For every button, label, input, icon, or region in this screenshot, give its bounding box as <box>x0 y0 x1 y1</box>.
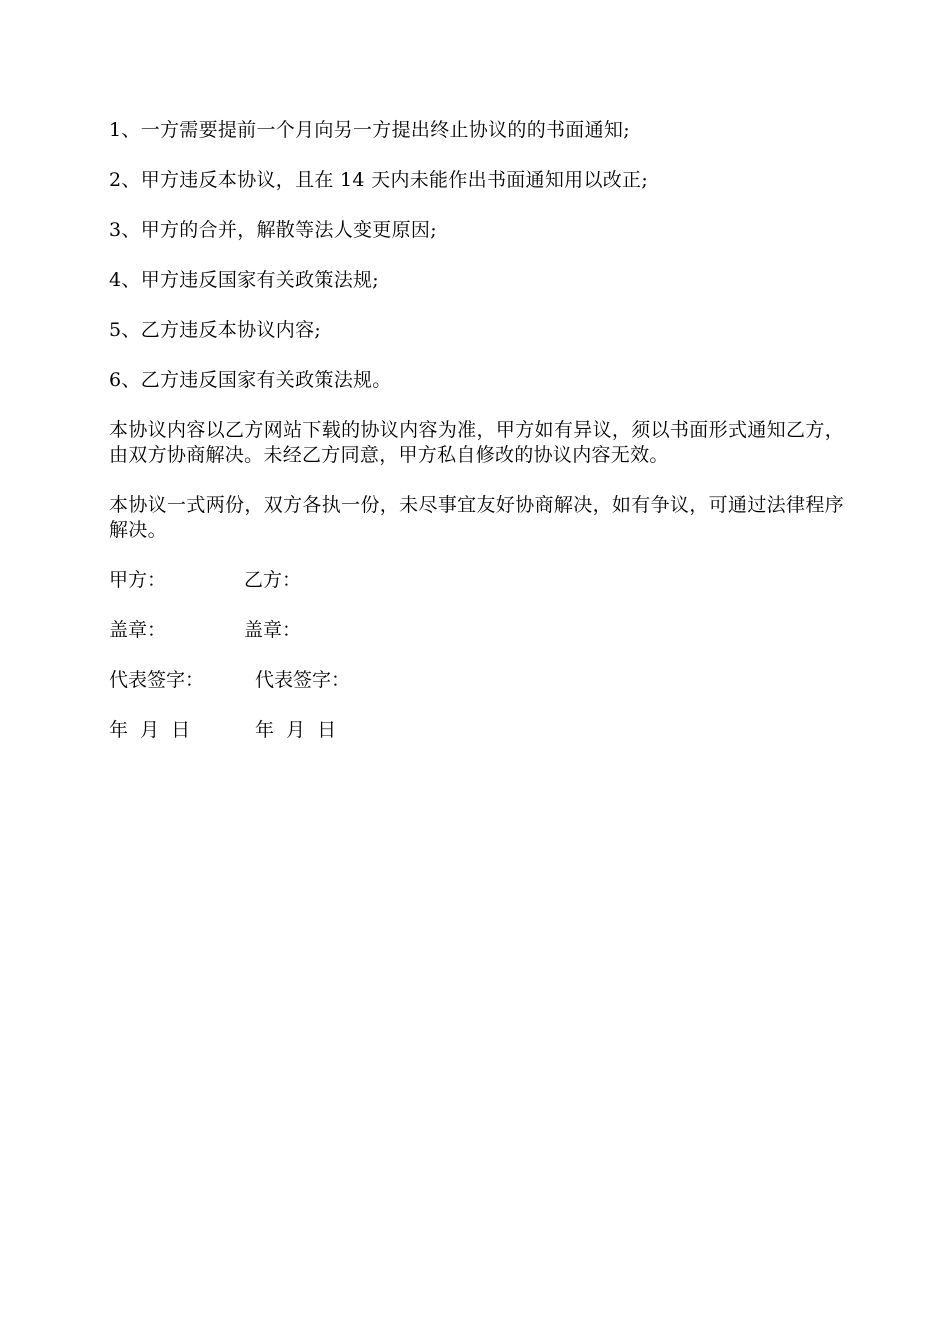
date-b-label: 年 月 日 <box>255 719 337 741</box>
clause-item-2: 2、甲方违反本协议，且在 14 天内未能作出书面通知用以改正; <box>109 169 649 191</box>
document-body <box>109 118 844 768</box>
agreement-validity-paragraph: 本协议内容以乙方网站下载的协议内容为准，甲方如有异议，须以书面形式通知乙方，由双方协商解决。未经乙方同意，甲方私自修改的协议内容无效。 <box>109 419 844 466</box>
representative-row <box>109 668 844 693</box>
clause-item-3: 3、甲方的合并，解散等法人变更原因; <box>109 219 437 241</box>
party-b-label: 乙方： <box>244 569 302 591</box>
date-a-label: 年 月 日 <box>109 719 191 741</box>
representative-b-label: 代表签字： <box>255 669 351 691</box>
clause-item-5: 5、乙方违反本协议内容; <box>109 319 322 341</box>
clause-item-6: 6、乙方违反国家有关政策法规。 <box>109 369 392 391</box>
representative-a-label: 代表签字： <box>109 669 205 691</box>
clause-item-4: 4、甲方违反国家有关政策法规; <box>109 269 379 291</box>
clause-item-1: 1、一方需要提前一个月向另一方提出终止协议的的书面通知; <box>109 119 630 141</box>
seal-row <box>109 618 844 643</box>
date-row <box>109 718 844 743</box>
seal-b-label: 盖章： <box>244 619 302 641</box>
agreement-copies-paragraph: 本协议一式两份，双方各执一份，未尽事宜友好协商解决，如有争议，可通过法律程序解决。 <box>109 494 844 541</box>
party-a-label: 甲方： <box>109 569 167 591</box>
seal-a-label: 盖章： <box>109 619 167 641</box>
party-row <box>109 568 844 593</box>
